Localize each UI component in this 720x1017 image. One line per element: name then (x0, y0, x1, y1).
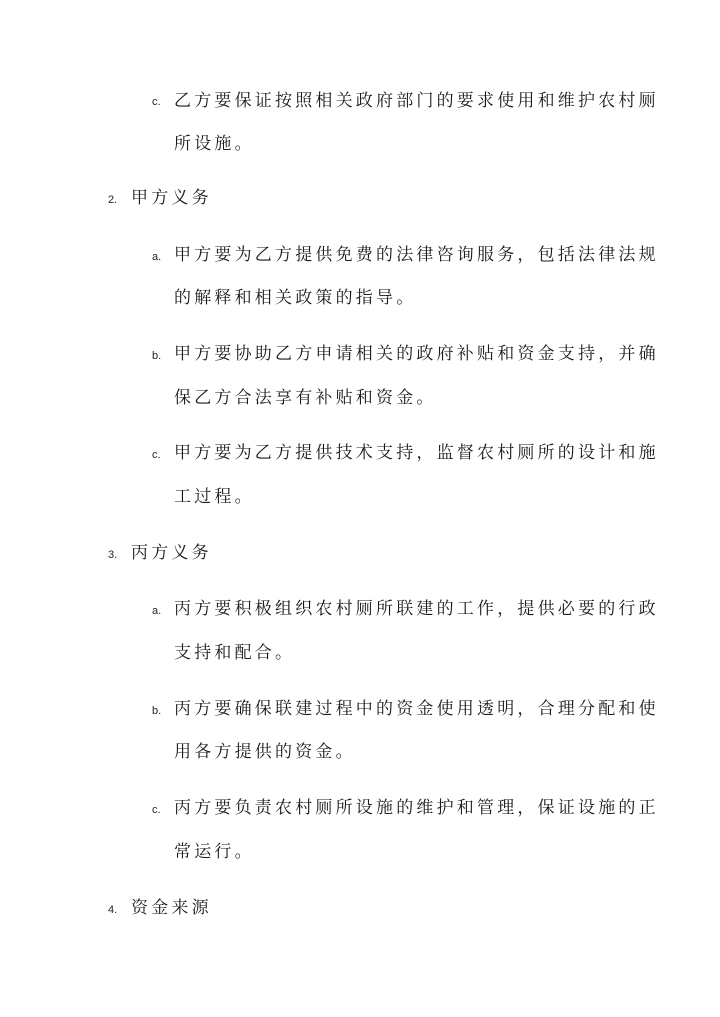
section-heading: 甲方义务 (131, 188, 212, 208)
list-item-text: 甲方要为乙方提供技术支持，监督农村厕所的设计和施 (174, 443, 659, 463)
list-marker: c. (152, 804, 161, 816)
section-number: 2. (108, 194, 118, 206)
list-item-text: 工过程。 (174, 487, 255, 507)
section-number: 4. (108, 904, 118, 916)
list-item-text: 丙方要积极组织农村厕所联建的工作，提供必要的行政 (174, 599, 659, 619)
list-marker: a. (152, 251, 162, 263)
list-item-text: 丙方要确保联建过程中的资金使用透明，合理分配和使 (174, 699, 659, 719)
list-item-text: 常运行。 (174, 842, 255, 862)
list-item-text: 保乙方合法享有补贴和资金。 (174, 388, 437, 408)
list-item-text: 所设施。 (174, 134, 255, 154)
list-marker: b. (152, 350, 162, 362)
list-item-text: 用各方提供的资金。 (174, 742, 356, 762)
list-marker: b. (152, 705, 162, 717)
section-heading: 丙方义务 (131, 543, 212, 563)
section-number: 3. (108, 549, 118, 561)
section-heading: 资金来源 (131, 898, 212, 918)
list-item-text: 乙方要保证按照相关政府部门的要求使用和维护农村厕 (174, 91, 659, 111)
list-item-text: 的解释和相关政策的指导。 (174, 288, 417, 308)
list-marker: c. (152, 449, 161, 461)
list-item-text: 支持和配合。 (174, 643, 296, 663)
list-item-text: 丙方要负责农村厕所设施的维护和管理，保证设施的正 (174, 798, 659, 818)
list-item-text: 甲方要为乙方提供免费的法律咨询服务，包括法律法规 (174, 245, 659, 265)
list-marker: c. (152, 96, 161, 108)
list-marker: a. (152, 605, 162, 617)
list-item-text: 甲方要协助乙方申请相关的政府补贴和资金支持，并确 (174, 344, 659, 364)
